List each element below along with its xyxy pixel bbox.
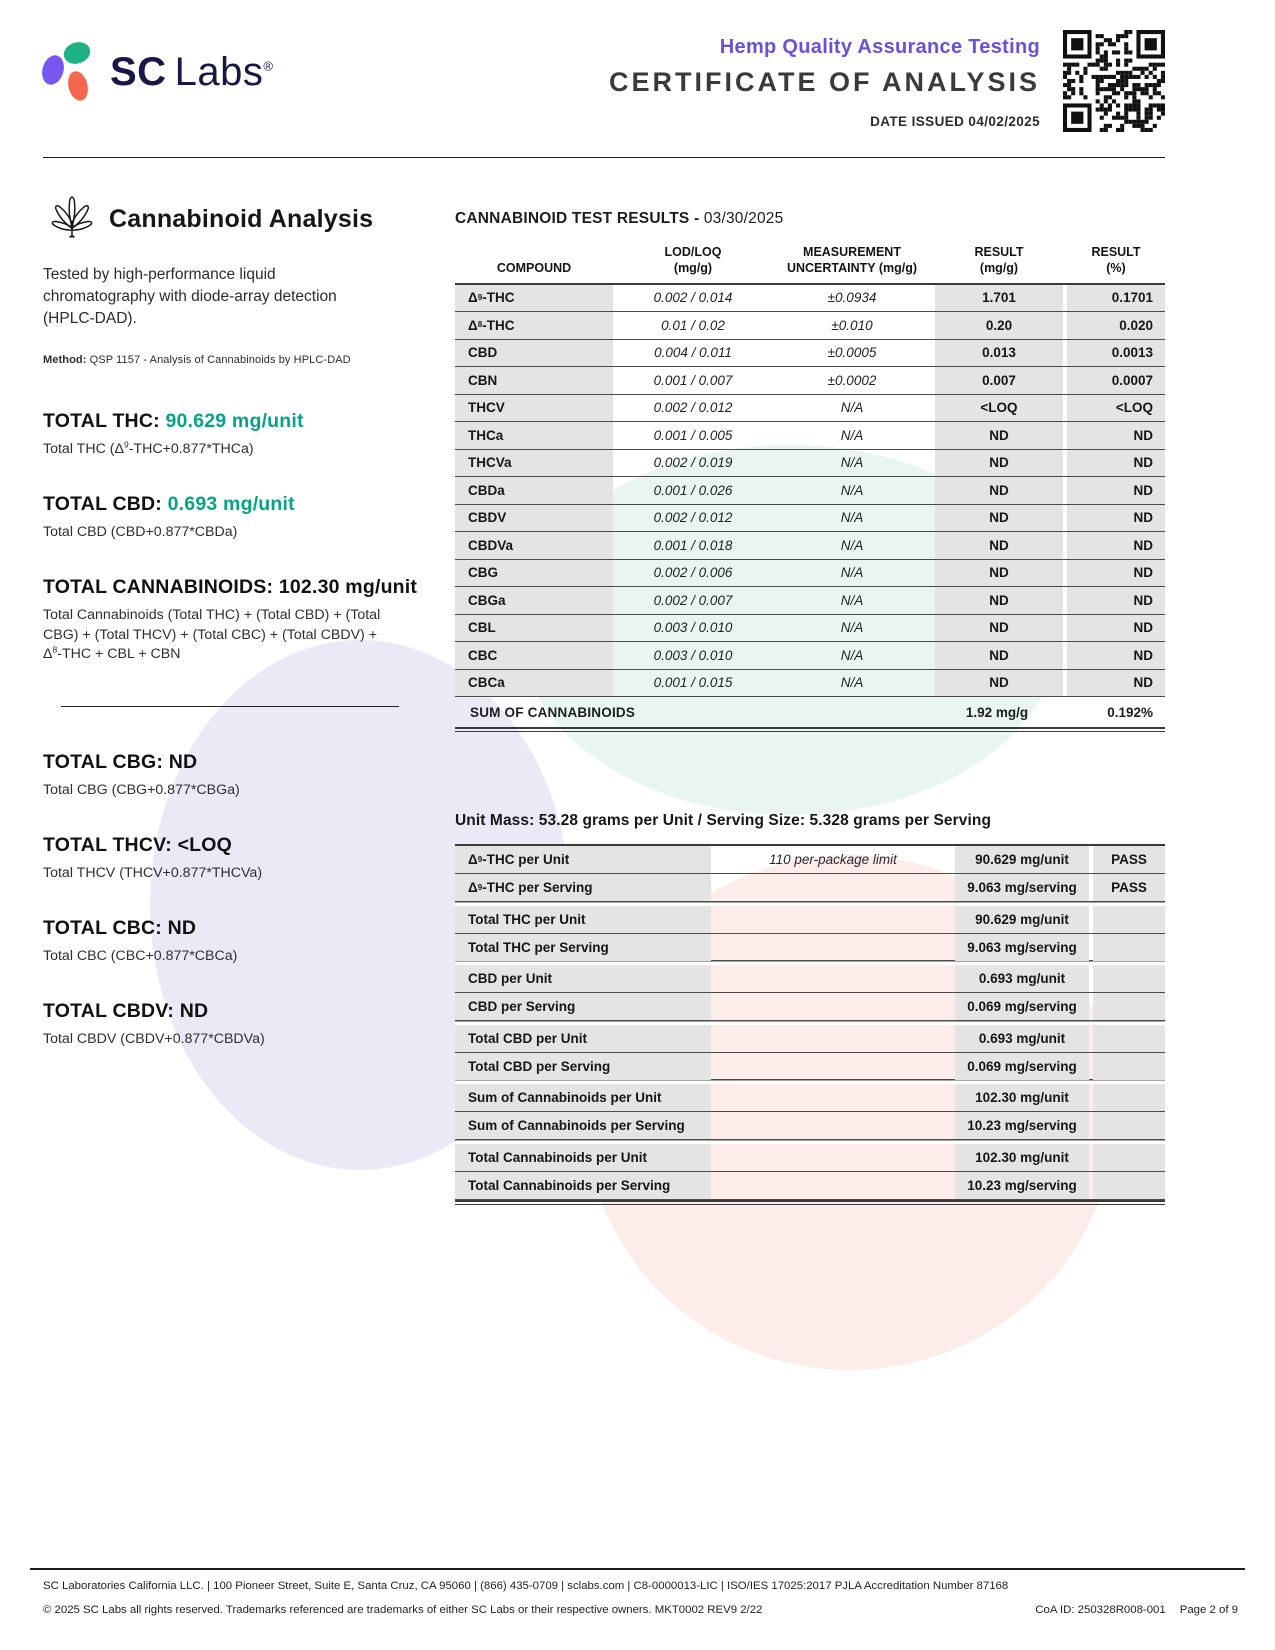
pass-fail-cell <box>1093 1144 1165 1171</box>
per-unit-value-cell: 90.629 mg/unit <box>955 906 1089 933</box>
total-thcv <box>43 834 443 883</box>
result-mg-cell: ND <box>935 670 1063 697</box>
table-row <box>455 587 1165 615</box>
pass-fail-cell <box>1093 934 1165 961</box>
results-title-date: 03/30/2025 <box>703 210 784 227</box>
registered-mark: ® <box>263 58 274 74</box>
lod-loq-cell: 0.002 / 0.019 <box>653 455 733 471</box>
compound-cell: THCa <box>455 422 613 449</box>
cannabinoid-results-table <box>455 244 1165 732</box>
result-mg-cell: 0.20 <box>935 312 1063 339</box>
per-unit-label-cell: Total THC per Serving <box>455 934 711 961</box>
sum-mg-value: 1.92 mg/g <box>965 704 1029 720</box>
per-unit-row <box>455 1144 1165 1172</box>
result-mg-cell: ND <box>935 505 1063 532</box>
header-title-block <box>437 36 1040 129</box>
result-pct-cell: 0.0013 <box>1067 340 1165 367</box>
footer-legal-line <box>43 1604 1238 1616</box>
table-row <box>455 367 1165 395</box>
limit-cell <box>715 1144 951 1171</box>
brand-wordmark <box>110 50 273 95</box>
lod-loq-cell: 0.002 / 0.007 <box>653 592 733 608</box>
per-unit-row <box>455 1025 1165 1053</box>
uncertainty-cell: N/A <box>840 592 864 608</box>
brand-labs: Labs <box>174 49 264 94</box>
lod-loq-cell: 0.01 / 0.02 <box>661 317 725 333</box>
uncertainty-cell: ±0.010 <box>831 317 873 333</box>
lod-loq-cell: 0.002 / 0.014 <box>653 290 733 306</box>
per-unit-row <box>455 906 1165 934</box>
total-cbc-value: ND <box>167 917 197 940</box>
result-mg-cell: ND <box>935 560 1063 587</box>
pass-fail-cell <box>1093 1025 1165 1052</box>
result-pct-cell: 0.0007 <box>1067 367 1165 394</box>
limit-cell <box>715 874 951 901</box>
footer-copyright: © 2025 SC Labs all rights reserved. Trademarks referenced are trademarks of either SC Labs or their respective owners. MKT0002 REV9 2/22 <box>43 1604 763 1616</box>
results-title <box>455 210 1165 228</box>
lod-loq-cell: 0.002 / 0.012 <box>653 510 733 526</box>
per-unit-label-cell: Total CBD per Unit <box>455 1025 711 1052</box>
compound-cell: CBDa <box>455 477 613 504</box>
limit-cell <box>715 934 951 961</box>
limit-cell <box>715 1025 951 1052</box>
lod-loq-cell: 0.001 / 0.007 <box>653 372 733 388</box>
result-mg-cell: 0.013 <box>935 340 1063 367</box>
result-pct-cell: ND <box>1067 587 1165 614</box>
table-bottom-rule <box>455 727 1165 732</box>
per-unit-value-cell: 10.23 mg/serving <box>955 1172 1089 1199</box>
result-pct-cell: 0.1701 <box>1067 285 1165 312</box>
lod-loq-cell: 0.003 / 0.010 <box>653 620 733 636</box>
uncertainty-cell: N/A <box>840 455 864 471</box>
per-unit-value-cell: 10.23 mg/serving <box>955 1112 1089 1139</box>
total-cbd-heading: TOTAL CBD: 0.693 mg/unit <box>43 493 295 516</box>
lod-loq-cell: 0.002 / 0.006 <box>653 565 733 581</box>
result-pct-cell: ND <box>1067 532 1165 559</box>
pass-fail-cell <box>1093 906 1165 933</box>
compound-cell: CBL <box>455 615 613 642</box>
per-unit-label-cell: Sum of Cannabinoids per Serving <box>455 1112 711 1139</box>
uncertainty-cell: N/A <box>840 400 864 416</box>
pass-fail-cell <box>1093 993 1165 1020</box>
per-unit-row <box>455 934 1165 962</box>
logo-blobs-icon <box>40 36 100 108</box>
method-value: QSP 1157 - Analysis of Cannabinoids by HPLC-DAD <box>89 354 351 366</box>
coa-id: CoA ID: 250328R008-001 <box>1035 1604 1166 1616</box>
total-thc-value: 90.629 mg/unit <box>165 410 304 432</box>
brand-sc: SC <box>110 49 167 94</box>
per-unit-label-cell: Δ 9 -THC per Serving <box>455 874 711 901</box>
table-row <box>455 560 1165 588</box>
total-cbg-heading: TOTAL CBG: ND <box>43 750 198 773</box>
method-description: Tested by high-performance liquid chromatography with diode-array detection (HPLC-DAD). <box>43 266 337 327</box>
footer-lab-info: SC Laboratories California LLC. | 100 Pioneer Street, Suite E, Santa Cruz, CA 95060 | (866) 435-0709 | sclabs.com | C8-0000013-LIC | ISO/IES 17025:2017 PJLA Accreditation Number 87168 <box>43 1580 1009 1592</box>
result-mg-cell: 0.007 <box>935 367 1063 394</box>
compound-cell: THCVa <box>455 450 613 477</box>
result-mg-cell: ND <box>935 642 1063 669</box>
uncertainty-cell: N/A <box>840 482 864 498</box>
per-unit-row <box>455 1053 1165 1081</box>
results-title-label: CANNABINOID TEST RESULTS - <box>455 210 700 227</box>
total-thcv-caption: Total THCV (THCV+0.877*THCVa) <box>43 865 263 882</box>
table-row <box>455 642 1165 670</box>
total-cbc-caption: Total CBC (CBC+0.877*CBCa) <box>43 948 238 965</box>
per-unit-table <box>455 844 1165 1205</box>
footer-divider <box>30 1568 1245 1570</box>
totals-main <box>43 410 443 664</box>
result-mg-cell: ND <box>935 532 1063 559</box>
uncertainty-cell: N/A <box>840 647 864 663</box>
table-row <box>455 615 1165 643</box>
uncertainty-cell: N/A <box>840 537 864 553</box>
per-unit-label-cell: Total CBD per Serving <box>455 1053 711 1080</box>
total-cbg <box>43 751 443 800</box>
per-unit-value-cell: 0.069 mg/serving <box>955 993 1089 1020</box>
result-pct-cell: ND <box>1067 505 1165 532</box>
limit-cell: 110 per-package limit <box>769 852 897 867</box>
total-cbdv-caption: Total CBDV (CBDV+0.877*CBDVa) <box>43 1031 265 1048</box>
compound-cell: CBDVa <box>455 532 613 559</box>
limit-cell <box>715 1053 951 1080</box>
compound-cell: CBG <box>455 560 613 587</box>
pass-fail-cell <box>1093 1112 1165 1139</box>
lod-loq-cell: 0.003 / 0.010 <box>653 647 733 663</box>
compound-cell: CBGa <box>455 587 613 614</box>
result-mg-cell: ND <box>935 587 1063 614</box>
uncertainty-cell: ±0.0005 <box>827 345 877 361</box>
total-cbg-caption: Total CBG (CBG+0.877*CBGa) <box>43 781 240 798</box>
total-cannabinoids-value: 102.30 mg/unit <box>278 576 418 599</box>
result-pct-cell: ND <box>1067 560 1165 587</box>
total-cbdv <box>43 1000 443 1049</box>
method-label: Method: <box>43 354 87 366</box>
compound-cell: CBN <box>455 367 613 394</box>
results-column <box>455 210 1165 1205</box>
per-unit-label-cell: CBD per Unit <box>455 965 711 992</box>
total-cannabinoids-caption: Total Cannabinoids (Total THC) + (Total CBD) + (Total CBG) + (Total THCV) + (Total CBC) + (Total CBDV) + $\Delta^8$-THC + CBL + CBN <box>43 607 381 662</box>
limit-cell <box>715 1172 951 1199</box>
table-row <box>455 670 1165 698</box>
column-header-result: RESULT (mg/g) <box>974 245 1024 276</box>
total-cbdv-value: ND <box>179 1000 209 1023</box>
table-row <box>455 340 1165 368</box>
pass-fail-cell <box>1093 1172 1165 1199</box>
per-unit-value-cell: 0.069 mg/serving <box>955 1053 1089 1080</box>
total-thc-heading: TOTAL THC: 90.629 mg/unit <box>43 410 304 432</box>
per-unit-bottom-rule <box>455 1200 1165 1205</box>
total-cannabinoids-heading: TOTAL CANNABINOIDS: 102.30 mg/unit <box>43 576 418 599</box>
per-unit-value-cell: 102.30 mg/unit <box>955 1084 1089 1111</box>
sum-row <box>455 697 1165 727</box>
lod-loq-cell: 0.001 / 0.018 <box>653 537 733 553</box>
per-unit-label-cell: Total Cannabinoids per Unit <box>455 1144 711 1171</box>
totals-secondary <box>43 751 443 1050</box>
result-mg-cell: ND <box>935 615 1063 642</box>
header-divider <box>43 157 1165 158</box>
compound-cell: Δ 8 -THC <box>455 312 613 339</box>
page-title: CERTIFICATE OF ANALYSIS <box>608 67 1040 97</box>
table-row <box>455 477 1165 505</box>
limit-cell <box>715 993 951 1020</box>
program-title: Hemp Quality Assurance Testing <box>719 36 1040 58</box>
table-row <box>455 450 1165 478</box>
per-unit-row <box>455 1084 1165 1112</box>
uncertainty-cell: ±0.0934 <box>827 290 877 306</box>
total-cbc-heading: TOTAL CBC: ND <box>43 917 197 940</box>
result-pct-cell: ND <box>1067 422 1165 449</box>
result-mg-cell: ND <box>935 477 1063 504</box>
per-unit-label-cell: CBD per Serving <box>455 993 711 1020</box>
total-cbc <box>43 917 443 966</box>
results-table-body <box>455 285 1165 698</box>
compound-cell: CBC <box>455 642 613 669</box>
result-pct-cell: ND <box>1067 477 1165 504</box>
per-unit-row <box>455 993 1165 1021</box>
result-pct-cell: ND <box>1067 615 1165 642</box>
per-unit-row <box>455 1112 1165 1140</box>
result-mg-cell: <LOQ <box>935 395 1063 422</box>
table-row <box>455 395 1165 423</box>
table-row <box>455 505 1165 533</box>
table-row <box>455 285 1165 313</box>
total-thc-caption: Total THC $(\Delta^9-THC+0.877*THCa)$ <box>43 439 254 457</box>
total-cbd <box>43 493 443 542</box>
result-pct-cell: ND <box>1067 642 1165 669</box>
sc-labs-logo <box>40 36 273 108</box>
compound-cell: THCV <box>455 395 613 422</box>
per-unit-label-cell: Δ 9 -THC per Unit <box>455 846 711 873</box>
uncertainty-cell: N/A <box>840 510 864 526</box>
per-unit-value-cell: 102.30 mg/unit <box>955 1144 1089 1171</box>
pass-fail-cell <box>1093 965 1165 992</box>
uncertainty-cell: N/A <box>840 565 864 581</box>
pass-fail-cell: PASS <box>1093 874 1165 901</box>
result-mg-cell: ND <box>935 450 1063 477</box>
table-row <box>455 422 1165 450</box>
column-header-measurement: MEASUREMENT UNCERTAINTY (mg/g) <box>786 245 918 276</box>
per-unit-label-cell: Total Cannabinoids per Serving <box>455 1172 711 1199</box>
compound-cell: CBDV <box>455 505 613 532</box>
column-header-lod-loq: LOD/LOQ (mg/g) <box>664 245 722 276</box>
results-table-header <box>455 244 1165 285</box>
column-header-result: RESULT (%) <box>1091 245 1141 276</box>
per-unit-value-cell: 9.063 mg/serving <box>955 874 1089 901</box>
total-cbd-caption: Total CBD (CBD+0.877*CBDa) <box>43 524 238 541</box>
per-unit-value-cell: 0.693 mg/unit <box>955 1025 1089 1052</box>
per-unit-value-cell: 0.693 mg/unit <box>955 965 1089 992</box>
result-pct-cell: <LOQ <box>1067 395 1165 422</box>
per-unit-label-cell: Total THC per Unit <box>455 906 711 933</box>
limit-cell <box>715 1084 951 1111</box>
left-column-divider <box>61 706 399 707</box>
lod-loq-cell: 0.001 / 0.026 <box>653 482 733 498</box>
limit-cell <box>715 965 951 992</box>
limit-cell <box>715 906 951 933</box>
uncertainty-cell: N/A <box>840 427 864 443</box>
total-thc <box>43 410 443 459</box>
lod-loq-cell: 0.002 / 0.012 <box>653 400 733 416</box>
per-unit-row <box>455 1172 1165 1200</box>
method-line <box>43 354 443 366</box>
total-cbg-value: ND <box>168 750 198 773</box>
qr-code <box>1063 28 1165 134</box>
per-unit-value-cell: 90.629 mg/unit <box>955 846 1089 873</box>
pass-fail-cell <box>1093 1084 1165 1111</box>
total-cbd-value: 0.693 mg/unit <box>167 493 295 516</box>
compound-cell: Δ 9 -THC <box>455 285 613 312</box>
pass-fail-cell: PASS <box>1093 846 1165 873</box>
total-thcv-heading: TOTAL THCV: <LOQ <box>43 834 233 857</box>
uncertainty-cell: N/A <box>840 675 864 691</box>
compound-cell: CBD <box>455 340 613 367</box>
per-unit-table-body <box>455 846 1165 1200</box>
cannabis-leaf-icon <box>43 190 101 248</box>
result-pct-cell: ND <box>1067 450 1165 477</box>
table-row <box>455 532 1165 560</box>
page-number: Page 2 of 9 <box>1179 1604 1238 1616</box>
sum-pct-value: 0.192% <box>1107 704 1153 720</box>
uncertainty-cell: N/A <box>840 620 864 636</box>
uncertainty-cell: ±0.0002 <box>827 372 877 388</box>
result-mg-cell: 1.701 <box>935 285 1063 312</box>
total-cbdv-heading: TOTAL CBDV: ND <box>43 1000 209 1023</box>
result-pct-cell: ND <box>1067 670 1165 697</box>
per-unit-row <box>455 874 1165 902</box>
per-unit-row <box>455 965 1165 993</box>
table-row <box>455 312 1165 340</box>
result-pct-cell: 0.020 <box>1067 312 1165 339</box>
per-unit-value-cell: 9.063 mg/serving <box>955 934 1089 961</box>
per-unit-row <box>455 846 1165 874</box>
lod-loq-cell: 0.004 / 0.011 <box>654 345 732 361</box>
section-header <box>43 190 443 248</box>
unit-mass-line: Unit Mass: 53.28 grams per Unit / Serving Size: 5.328 grams per Serving <box>455 812 992 829</box>
lod-loq-cell: 0.001 / 0.015 <box>653 675 733 691</box>
limit-cell <box>715 1112 951 1139</box>
sum-label: SUM OF CANNABINOIDS <box>470 704 636 720</box>
column-header-compound: COMPOUND <box>496 261 572 276</box>
section-title: Cannabinoid Analysis <box>109 204 374 233</box>
compound-cell: CBCa <box>455 670 613 697</box>
pass-fail-cell <box>1093 1053 1165 1080</box>
per-unit-label-cell: Sum of Cannabinoids per Unit <box>455 1084 711 1111</box>
result-mg-cell: ND <box>935 422 1063 449</box>
total-cannabinoids <box>43 576 443 664</box>
date-issued: DATE ISSUED 04/02/2025 <box>870 114 1040 129</box>
lod-loq-cell: 0.001 / 0.005 <box>653 427 733 443</box>
total-thcv-value: <LOQ <box>177 834 233 857</box>
summary-column <box>43 190 443 1050</box>
